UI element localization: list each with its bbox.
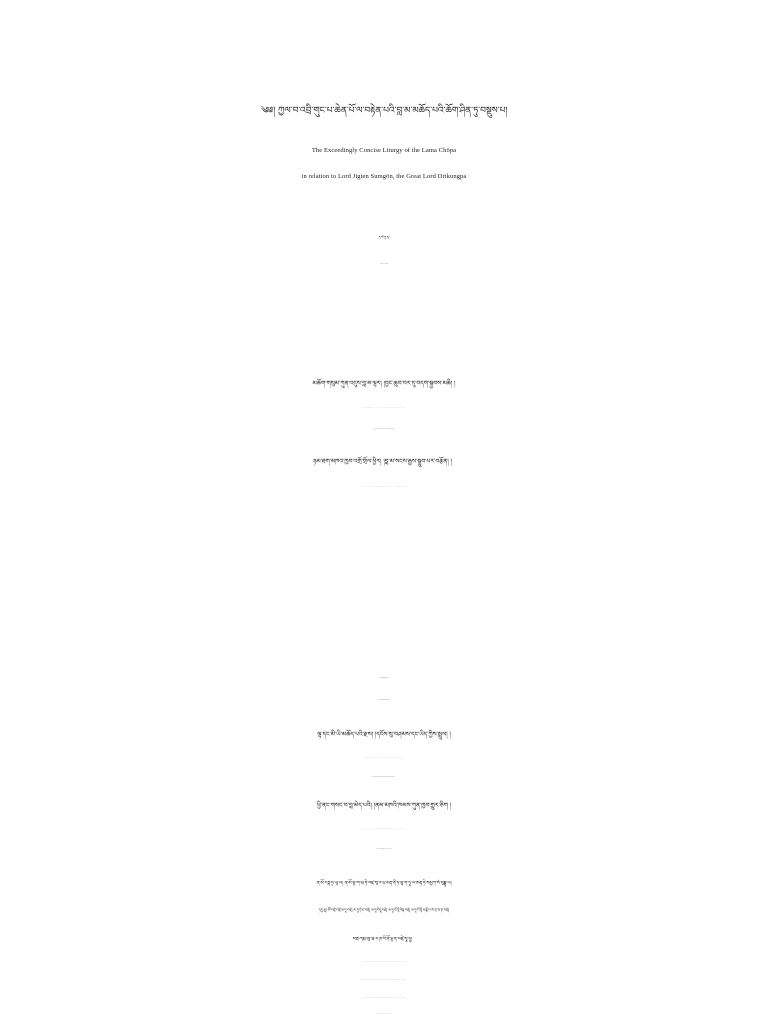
homage-tibetan: ན་མོ་གུ་རུ།	[378, 235, 390, 239]
homage-english: Homage to the guru!	[379, 264, 389, 265]
verse2-phonetic	[0, 487, 768, 488]
section-english: Consecrating the Offerings	[378, 700, 390, 701]
mantra-english-line3	[0, 998, 768, 999]
title-tibetan: ༄༅། ཀྱལ་བ་འབྲི་གུང་པ་ཆེན་པོ་ལ་བརྟེན་པའི་བླ་མ་མཆོད་པའི་ཆོག་ཤིན་ཏུ་བསྡུས་པ།	[260, 106, 508, 116]
verse3-tibetan: ལྷ་དང་མི་ཡི་མཆོད་པའི་རྫས། །དངོས་སུ་བཤམས་དང་ཡིད་ཀྱིས་སྤྲུལ། །	[317, 731, 451, 738]
page-number: 1	[383, 538, 385, 539]
verse2-tibetan-row	[0, 455, 768, 472]
title-english-line1: The Exceedingly Concise Liturgy of the Lama Chöpa	[311, 147, 457, 154]
verse1-english	[0, 429, 768, 430]
mantra-tibetan-row	[0, 934, 768, 947]
verse4-tibetan: ཕྱི་ནང་གསང་བ་བླ་མེད་པའི། །ནམ་མཁའི་ཁམས་ཀུན་ཁྱབ་གྱུར་ཅིག །	[316, 802, 452, 809]
mantra-english-line1	[0, 962, 768, 963]
verse2-tibetan: ཉམ་ཐག་མཁའ་ཁྱབ་འགྲོ་གྲོལ་ཕྱིར། །བླ་མ་སངས་རྒྱས་སྒྲུབ་པར་བརྩོན། །	[313, 458, 452, 465]
verse2-english-row	[0, 508, 768, 509]
section-tibetan: མཆོད་པ་བྱིན་རླབས་ནི།	[380, 678, 388, 679]
title-english-line2: in relation to Lord Jigten Sumgön, the Great Lord Drikungpa	[301, 173, 467, 180]
mantra-tibetan-line3: སརྦ་ཀརྨ་ཨཱ་ཝ་ར་ཎ་བི་ཤོ་དྷ་ན་བཛྲེ་སྭཱ་ཧཱ།	[352, 937, 412, 942]
mantra-tibetan-line2: ཏདྱ་ཐཱ། ཨོཾ་བཛྲེ་བཛྲེ་མ་ཧཱ་བཛྲེ། མ་ཧཱ་ཏེ་ཛ་བཛྲེ། མ་ཧཱ་བིདྱཱ་བཛྲེ། མ་ཧཱ་བོ་དྷི་ཙིཏྟ་བཛྲེ། མ་ཧཱ་བོ་དྷི་མཎྜོ་པ་སཾ་ཀྲ་མ་ཎ་བཛྲེ།	[318, 908, 450, 912]
mantra-english-line2	[0, 980, 768, 981]
verse1-tibetan: མཆོག་གསུམ་ཀུན་འདུས་བླ་མ་ལྷར། །བྱང་ཆུབ་བར་དུ་བདག་སྐྱབས་མཆི། །	[312, 380, 456, 387]
verse3-phonetic	[0, 758, 768, 759]
verse4-phonetic	[0, 829, 768, 830]
mantra-tibetan-line1: ན་མོ་རཏྣ་ཏྲ་ཡཱ་ཡ། ན་མོ་བྷ་ག་ཝ་ཏེ་བཛྲ་སཱ་ར་པྲ་མརྡ་ནི་ཏ་ཐཱ་ག་ཏཱ་ཡ་ཨརྷ་ཏེ་སམྱཀ་སཾ་བུདྡྷཱ་ཡ།	[316, 881, 452, 886]
mantra-english-line4	[0, 1014, 768, 1015]
verse4-english	[0, 849, 768, 850]
verse3-english	[0, 777, 768, 778]
verse1-phonetic	[0, 408, 768, 409]
